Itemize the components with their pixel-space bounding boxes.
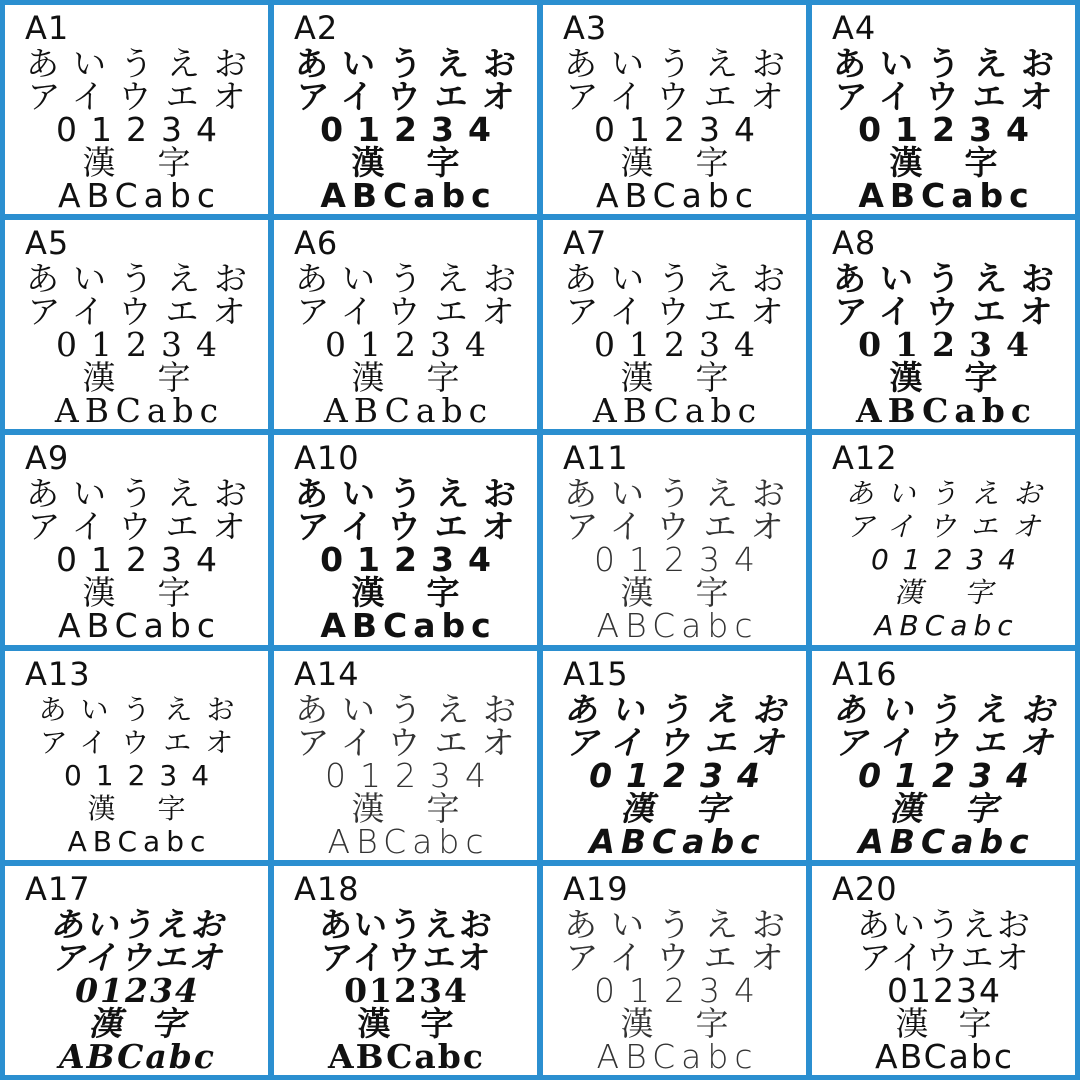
katakana-line: アイウエオ — [296, 77, 529, 116]
kanji-line: 漢字 — [87, 791, 228, 825]
font-sample-cell-a1[interactable] — [5, 5, 268, 214]
hiragana-line: あいうえお — [295, 474, 530, 514]
hiragana-line: あいうえお — [564, 259, 799, 299]
font-code-label: A10 — [294, 439, 360, 478]
font-sample-cell-a10[interactable] — [274, 435, 537, 644]
kanji-line: 漢字 — [620, 573, 771, 613]
kanji-line: 漢字 — [82, 573, 233, 613]
font-sample-cell-a20[interactable] — [812, 866, 1075, 1075]
hiragana-line: あいうえお — [845, 477, 1056, 511]
font-code-label: A9 — [25, 439, 70, 478]
font-sample-cell-a8[interactable] — [812, 220, 1075, 429]
katakana-line: アイウエオ — [51, 937, 224, 977]
latin-line: ABCabc — [856, 391, 1037, 430]
font-code-label: A16 — [832, 654, 898, 693]
font-sample-text — [543, 474, 806, 645]
latin-line: ABCabc — [596, 606, 759, 645]
latin-line: ABCabc — [589, 821, 766, 860]
font-sample-text — [5, 44, 268, 215]
font-code-label: A8 — [832, 224, 877, 263]
hiragana-line: あいうえお — [833, 689, 1068, 729]
katakana-line: アイウエオ — [320, 937, 493, 977]
hiragana-line: あいうえお — [564, 474, 799, 514]
latin-line: ABCabc — [58, 176, 221, 215]
hiragana-line: あいうえお — [564, 904, 799, 944]
katakana-line: アイウエオ — [565, 77, 798, 116]
font-sample-text — [5, 904, 268, 1075]
hiragana-line: あいうえお — [38, 692, 249, 726]
font-sample-cell-a16[interactable] — [812, 651, 1075, 860]
latin-line: ABCabc — [874, 609, 1019, 643]
font-sample-text — [812, 259, 1075, 430]
font-sample-text — [274, 904, 537, 1075]
font-code-label: A15 — [563, 654, 629, 693]
kanji-line: 漢字 — [620, 358, 771, 398]
digits-line: 01234 — [325, 325, 500, 365]
kanji-line: 漢字 — [351, 788, 502, 828]
font-sample-text — [543, 259, 806, 430]
font-code-label: A11 — [563, 439, 629, 478]
hiragana-line: あいうえお — [295, 44, 530, 83]
hiragana-line: あいうえお — [319, 904, 494, 944]
digits-line: 01234 — [589, 755, 774, 795]
latin-line: ABCabc — [328, 1036, 485, 1075]
font-sample-text — [543, 689, 806, 860]
digits-line: 01234 — [870, 543, 1031, 577]
kanji-line: 漢字 — [351, 358, 502, 398]
digits-line: 01234 — [325, 755, 500, 795]
kanji-line: 漢字 — [889, 788, 1040, 828]
font-code-label: A14 — [294, 654, 360, 693]
font-sample-cell-a9[interactable] — [5, 435, 268, 644]
font-sample-text — [5, 259, 268, 430]
katakana-line: アイウエオ — [565, 722, 798, 762]
hiragana-line: あいうえお — [564, 44, 799, 83]
digits-line: 01234 — [594, 110, 769, 149]
font-sample-cell-a19[interactable] — [543, 866, 806, 1075]
font-sample-cell-a5[interactable] — [5, 220, 268, 429]
font-sample-text — [274, 44, 537, 215]
font-sample-cell-a15[interactable] — [543, 651, 806, 860]
font-sample-text — [812, 477, 1075, 643]
latin-line: ABCabc — [320, 606, 497, 645]
latin-line: ABCabc — [858, 821, 1035, 860]
latin-line: ABCabc — [58, 606, 221, 645]
katakana-line: アイウエオ — [858, 937, 1031, 977]
katakana-line: アイウエオ — [846, 510, 1055, 544]
hiragana-line: あいうえお — [564, 689, 799, 729]
katakana-line: アイウエオ — [565, 937, 798, 977]
font-sample-text — [5, 693, 268, 856]
latin-line: ABCabc — [54, 391, 225, 430]
hiragana-line: あいうえお — [833, 44, 1068, 83]
font-code-label: A18 — [294, 869, 360, 908]
font-code-label: A7 — [563, 224, 608, 263]
katakana-line: アイウエオ — [834, 77, 1067, 116]
hiragana-line: あいうえお — [50, 904, 225, 944]
kanji-line: 漢字 — [895, 1003, 1022, 1043]
latin-line: ABCabc — [592, 391, 763, 430]
font-sample-cell-a2[interactable] — [274, 5, 537, 214]
hiragana-line: あいうえお — [833, 259, 1068, 299]
digits-line: 01234 — [344, 970, 469, 1010]
font-code-label: A20 — [832, 869, 898, 908]
digits-line: 01234 — [56, 325, 231, 365]
kanji-line: 漢字 — [351, 143, 502, 182]
font-code-label: A5 — [25, 224, 70, 263]
font-sample-cell-a14[interactable] — [274, 651, 537, 860]
digits-line: 01234 — [320, 110, 505, 149]
font-code-label: A17 — [25, 869, 91, 908]
hiragana-line: あいうえお — [26, 44, 261, 83]
digits-line: 01234 — [858, 325, 1043, 365]
font-sample-cell-a18[interactable] — [274, 866, 537, 1075]
kanji-line: 漢字 — [894, 576, 1035, 610]
hiragana-line: あいうえお — [857, 904, 1032, 944]
hiragana-line: あいうえお — [295, 259, 530, 299]
kanji-line: 漢字 — [889, 358, 1040, 398]
font-sample-text — [812, 689, 1075, 860]
digits-line: 01234 — [594, 540, 769, 580]
digits-line: 01234 — [56, 540, 231, 580]
hiragana-line: あいうえお — [26, 259, 261, 299]
digits-line: 01234 — [594, 325, 769, 365]
digits-line: 01234 — [858, 755, 1043, 795]
font-sample-text — [812, 904, 1075, 1075]
katakana-line: アイウエオ — [834, 292, 1067, 332]
latin-line: ABCabc — [67, 824, 212, 858]
latin-line: ABCabc — [320, 176, 497, 215]
katakana-line: アイウエオ — [834, 722, 1067, 762]
font-sample-text — [5, 474, 268, 645]
font-code-label: A1 — [25, 9, 70, 47]
font-sample-text — [812, 44, 1075, 215]
katakana-line: アイウエオ — [27, 507, 260, 547]
kanji-line: 漢字 — [82, 143, 233, 182]
katakana-line: アイウエオ — [296, 292, 529, 332]
digits-line: 01234 — [320, 540, 505, 580]
latin-line: ABCabc — [327, 821, 490, 860]
hiragana-line: あいうえお — [26, 474, 261, 514]
digits-line: 01234 — [887, 970, 1002, 1010]
latin-line: ABCabc — [323, 391, 494, 430]
font-sample-text — [543, 44, 806, 215]
font-sample-cell-a11[interactable] — [543, 435, 806, 644]
katakana-line: アイウエオ — [565, 292, 798, 332]
font-code-label: A4 — [832, 9, 877, 47]
katakana-line: アイウエオ — [296, 507, 529, 547]
digits-line: 01234 — [56, 110, 231, 149]
font-code-label: A3 — [563, 9, 608, 47]
kanji-line: 漢字 — [620, 143, 771, 182]
kanji-line: 漢字 — [620, 1003, 771, 1043]
font-sample-cell-a17[interactable] — [5, 866, 268, 1075]
kanji-line: 漢字 — [82, 358, 233, 398]
kanji-line: 漢字 — [889, 143, 1040, 182]
latin-line: ABCabc — [858, 176, 1035, 215]
hiragana-line: あいうえお — [295, 689, 530, 729]
katakana-line: アイウエオ — [565, 507, 798, 547]
font-sample-cell-a13[interactable] — [5, 651, 268, 860]
font-sample-cell-a4[interactable] — [812, 5, 1075, 214]
font-code-label: A6 — [294, 224, 339, 263]
font-sample-text — [274, 474, 537, 645]
katakana-line: アイウエオ — [296, 722, 529, 762]
font-code-label: A12 — [832, 439, 898, 478]
latin-line: ABCabc — [875, 1036, 1014, 1075]
katakana-line: アイウエオ — [27, 292, 260, 332]
font-sample-text — [274, 689, 537, 860]
font-code-label: A19 — [563, 869, 629, 908]
font-sample-text — [543, 904, 806, 1075]
digits-line: 01234 — [858, 110, 1043, 149]
font-code-label: A13 — [25, 654, 91, 693]
font-sample-cell-a7[interactable] — [543, 220, 806, 429]
katakana-line: アイウエオ — [27, 77, 260, 116]
font-code-label: A2 — [294, 9, 339, 47]
font-sample-cell-a12[interactable] — [812, 435, 1075, 644]
digits-line: 01234 — [63, 758, 224, 792]
kanji-line: 漢字 — [351, 573, 502, 613]
font-sample-text — [274, 259, 537, 430]
digits-line: 01234 — [594, 970, 769, 1010]
font-sample-cell-a3[interactable] — [543, 5, 806, 214]
kanji-line: 漢字 — [88, 1003, 215, 1043]
katakana-line: アイウエオ — [39, 725, 248, 759]
font-sample-cell-a6[interactable] — [274, 220, 537, 429]
kanji-line: 漢字 — [357, 1003, 484, 1043]
latin-line: ABCabc — [59, 1036, 216, 1075]
latin-line: ABCabc — [596, 176, 759, 215]
latin-line: ABCabc — [596, 1036, 759, 1075]
kanji-line: 漢字 — [620, 788, 771, 828]
digits-line: 01234 — [75, 970, 200, 1010]
